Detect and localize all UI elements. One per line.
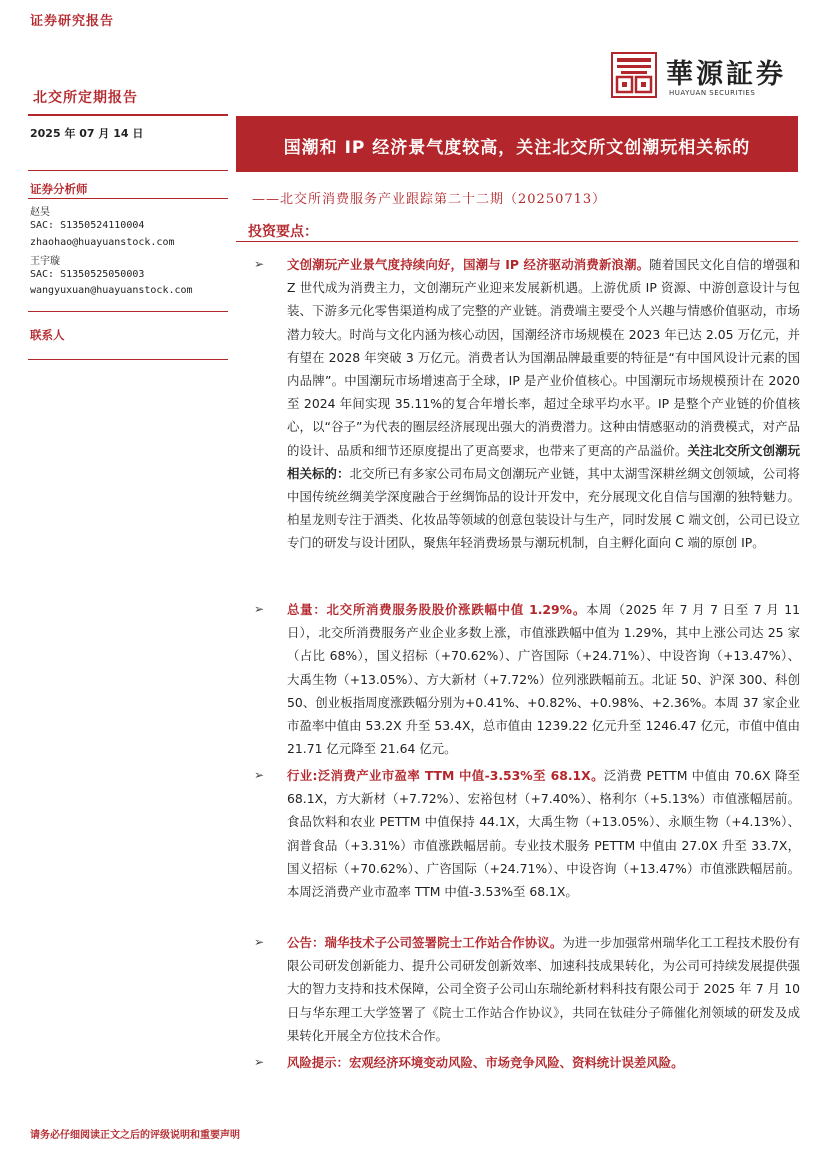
logo-name-cn: 華源証券 bbox=[666, 59, 786, 90]
divider bbox=[28, 114, 228, 116]
title-banner bbox=[236, 116, 798, 172]
report-category-label: 证券研究报告 bbox=[30, 14, 115, 29]
divider bbox=[28, 170, 228, 171]
company-logo bbox=[611, 50, 789, 100]
risk-warning: 风险提示：宏观经济环境变动风险、市场竞争风险、资料统计误差风险。 bbox=[287, 1055, 684, 1070]
divider bbox=[28, 359, 228, 360]
arrow-bullet-icon: ➢ bbox=[254, 935, 265, 949]
key-point-item bbox=[254, 598, 800, 760]
arrow-bullet-icon: ➢ bbox=[254, 257, 265, 271]
key-point-text: 随着国民文化自信的增强和 Z 世代成为消费主力，文创潮玩产业迎来发展新机遇。上游优质 IP 资源、中游创意设计与包装、下游多元化零售渠道构成了完整的产业链。消费端主要受个人兴趣与情感价值驱动，市场潜力较大。时尚与文化内涵为核心动因，国潮经济市场规模在 2023 年已达 2.05 万亿元，并有望在 2028 年突破 3 万亿元。消费者认为国潮品牌最重要的特征是“有中国风设计元素的国内品牌”。中国潮玩市场增速高于全球，IP 是产业价值核心。中国潮玩市场规模预计在 2020 至 2024 年间实现 35.11%的复合年增长率，超过全球平均水平。IP 是整个产业链的价值核心，以“谷子”为代表的圈层经济展现出强大的消费潜力。这种由情感驱动的消费模式，对产品的设计、品质和细节还原度提出了更高要求，也带来了更高的产品溢价。 bbox=[287, 257, 800, 458]
key-point-item bbox=[254, 931, 801, 1047]
divider bbox=[236, 241, 798, 242]
key-point-headline: 文创潮玩产业景气度持续向好，国潮与 IP 经济驱动消费新浪潮。 bbox=[287, 257, 650, 272]
report-date: 2025 年 07 月 14 日 bbox=[30, 127, 144, 140]
key-point-item bbox=[254, 253, 801, 555]
analyst-email[interactable]: wangyuxuan@huayuanstock.com bbox=[30, 285, 193, 296]
analyst-email[interactable]: zhaohao@huayuanstock.com bbox=[30, 237, 175, 248]
contact-header: 联系人 bbox=[30, 328, 65, 342]
key-point-headline: 行业:泛消费产业市盈率 TTM 中值-3.53%至 68.1X。 bbox=[287, 768, 604, 783]
key-point-text: 北交所已有多家公司布局文创潮玩产业链，其中太湖雪深耕丝绸文创领域，公司将中国传统丝绸美学深度融合于丝绸饰品的设计开发中，充分展现文化自信与国潮的独特魅力。柏星龙则专注于酒类、化妆品等领域的创意包装设计与生产，同时发展 C 端文创，公司已设立专门的研发与设计团队，聚焦年轻消费场景与潮玩机制，自主孵化面向 C 端的原创 IP。 bbox=[287, 465, 801, 551]
report-type: 北交所定期报告 bbox=[33, 90, 138, 106]
arrow-bullet-icon: ➢ bbox=[254, 1055, 265, 1069]
divider bbox=[28, 198, 228, 199]
analysts-header: 证券分析师 bbox=[30, 182, 88, 196]
analyst-sac: SAC: S1350524110004 bbox=[30, 220, 145, 231]
key-point-text: 泛消费 PETTM 中值由 70.6X 降至 68.1X，方大新材（+7.72%）、宏裕包材（+7.40%）、格利尔（+5.13%）市值涨幅居前。食品饮料和农业 PETTM 中值保持 44.1X，大禹生物（+13.05%）、永顺生物（+4.13%）、润普食品（+3.31%）市值涨跌幅居前。专业技术服务 PETTM 中值由 27.0X 升至 33.7X，国义招标（+70.62%）、广咨国际（+24.71%）、中设咨询（+13.47%）市值涨跌幅居前。本周泛消费产业市盈率 TTM 中值-3.53%至 68.1X。 bbox=[287, 768, 800, 900]
key-point-headline: 公告：瑞华技术子公司签署院士工作站合作协议。 bbox=[287, 935, 563, 950]
key-point-subheading: 关注北交所文创潮玩相关标的： bbox=[287, 442, 801, 481]
key-point-text: 为进一步加强常州瑞华化工工程技术股份有限公司研发创新能力、提升公司研发创新效率、加速科技成果转化，为公司可持续发展提供强大的智力支持和技术保障，公司全资子公司山东瑞纶新材料科技有限公司于 2025 年 7 月 10 日与华东理工大学签署了《院士工作站合作协议》，共同在钛硅分子筛催化剂领域的研发及成果转化开展全方位技术合作。 bbox=[287, 935, 801, 1043]
key-point-item bbox=[254, 764, 800, 903]
report-title: 国潮和 IP 经济景气度较高，关注北交所文创潮玩相关标的 bbox=[283, 138, 751, 158]
arrow-bullet-icon: ➢ bbox=[254, 768, 265, 782]
key-point-item bbox=[254, 1051, 800, 1074]
key-point-text: 本周（2025 年 7 月 7 日至 7 月 11 日），北交所消费服务产业企业多数上涨，市值涨跌幅中值为 1.29%，其中上涨公司达 25 家（占比 68%），国义招标（+70.62%）、广咨国际（+24.71%）、中设咨询（+13.47%）、大禹生物（+13.05%）、方大新材（+7.72%）位列涨跌幅前五。北证 50、沪深 300、科创 50、创业板指周度涨跌幅分别为+0.41%、+0.82%、+0.98%、+2.36%。本周 37 家企业市盈率中值由 53.2X 升至 53.4X，总市值由 1239.22 亿元升至 1246.47 亿元，市值中值由 21.71 亿元降至 21.64 亿元。 bbox=[287, 602, 800, 757]
key-point-headline: 总量：北交所消费服务股股价涨跌幅中值 1.29%。 bbox=[287, 602, 586, 617]
analyst-sac: SAC: S1350525050003 bbox=[30, 269, 145, 280]
huayuan-logo-icon bbox=[611, 52, 657, 98]
report-subtitle: ——北交所消费服务产业跟踪第二十二期（20250713） bbox=[252, 192, 607, 207]
disclaimer-footer: 请务必仔细阅读正文之后的评级说明和重要声明 bbox=[30, 1130, 240, 1141]
analyst-name: 赵昊 bbox=[30, 207, 50, 218]
divider bbox=[28, 311, 228, 312]
key-points-label: 投资要点： bbox=[248, 224, 318, 240]
arrow-bullet-icon: ➢ bbox=[254, 602, 265, 616]
logo-name-en: HUAYUAN SECURITIES bbox=[669, 89, 756, 97]
analyst-name: 王宇璇 bbox=[30, 256, 60, 267]
